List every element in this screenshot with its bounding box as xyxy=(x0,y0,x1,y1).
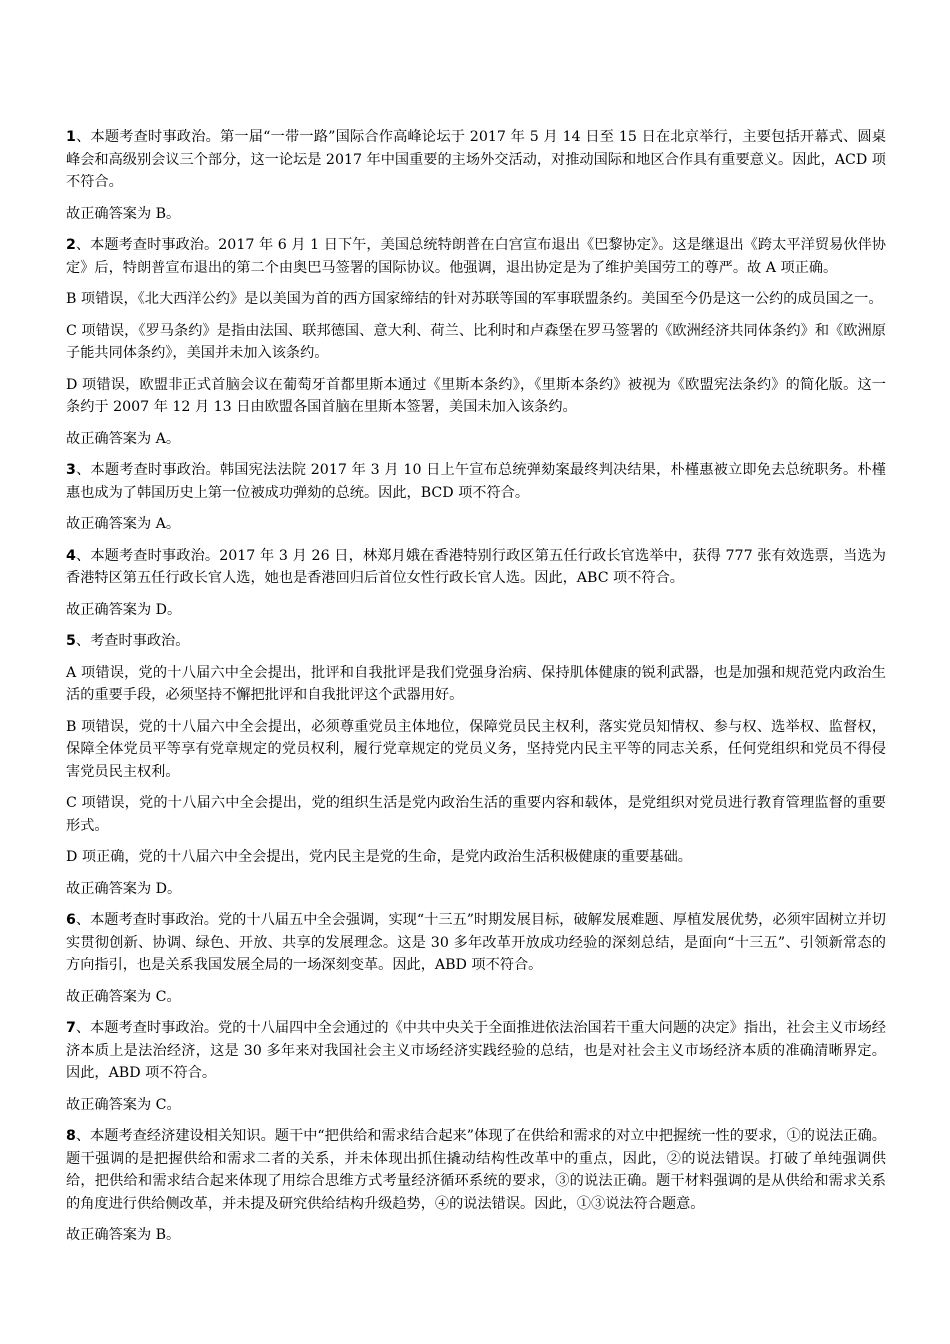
paragraph xyxy=(66,126,886,194)
paragraph-text: D 项错误，欧盟非正式首脑会议在葡萄牙首都里斯本通过《里斯本条约》，《里斯本条约》被视为《欧盟宪法条约》的简化版。这一条约于 2007 年 12 月 13 日由欧盟各国首脑在里斯本签署，美国未加入该条约。 xyxy=(66,376,886,415)
paragraph-text: B 项错误，党的十八届六中全会提出，必须尊重党员主体地位，保障党员民主权利，落实党员知情权、参与权、选举权、监督权，保障全体党员平等享有党章规定的党员权利，履行党章规定的党员义务，坚持党内民主平等的同志关系，任何党组织和党员不得侵害党员民主权利。 xyxy=(66,718,886,780)
paragraph-text: B 项错误，《北大西洋公约》是以美国为首的西方国家缔结的针对苏联等国的军事联盟条约。美国至今仍是这一公约的成员国之一。 xyxy=(66,291,883,307)
paragraph-text: 故正确答案为 D。 xyxy=(66,601,182,618)
paragraph xyxy=(66,792,886,837)
paragraph-text: 、本题考查时事政治。党的十八届五中全会强调，实现“十三五”时期发展目标，破解发展难题、厚植发展优势，必须牢固树立并切实贯彻创新、协调、绿色、开放、共享的发展理念。这是 30 多年改革开放成功经验的深刻总结，是面向“十三五”、引领新常态的方向指引，也是关系我国发展全局的一场深刻变革。因此，ABD 项不符合。 xyxy=(66,912,886,973)
paragraph-text: D 项正确，党的十八届六中全会提出，党内民主是党的生命，是党内政治生活积极健康的重要基础。 xyxy=(66,849,692,865)
paragraph-text: 故正确答案为 B。 xyxy=(66,205,181,222)
paragraph xyxy=(66,909,886,977)
paragraph xyxy=(66,234,886,279)
question-number: 5 xyxy=(66,633,76,649)
paragraph-text: A 项错误，党的十八届六中全会提出，批评和自我批评是我们党强身治病、保持肌体健康的锐利武器，也是加强和规范党内政治生活的重要手段，必须坚持不懈把批评和自我批评这个武器用好。 xyxy=(66,664,886,703)
paragraph xyxy=(66,846,886,869)
question-number: 1 xyxy=(66,129,76,145)
answer-line xyxy=(66,599,886,622)
question-number: 7 xyxy=(66,1020,76,1036)
answer-line xyxy=(66,878,886,901)
answer-line xyxy=(66,986,886,1009)
paragraph-text: 故正确答案为 D。 xyxy=(66,880,182,897)
paragraph xyxy=(66,459,886,504)
answer-line xyxy=(66,513,886,536)
paragraph xyxy=(66,374,886,419)
paragraph xyxy=(66,320,886,365)
paragraph-text: 故正确答案为 C。 xyxy=(66,1096,181,1113)
paragraph-text: 、本题考查经济建设相关知识。题干中“把供给和需求结合起来”体现了在供给和需求的对立中把握统一性的要求，①的说法正确。题干强调的是把握供给和需求二者的关系，并未体现出抓住撬动结构性改革中的重点，因此，②的说法错误。打破了单纯强调供给，把供给和需求结合起来体现了用综合思维方式考量经济循环系统的要求，③的说法正确。题干材料强调的是从供给和需求关系的角度进行供给侧改革，并未提及研究供给结构升级趋势，④的说法错误。因此，①③说法符合题意。 xyxy=(66,1128,886,1212)
answer-line xyxy=(66,203,886,226)
paragraph xyxy=(66,662,886,707)
paragraph xyxy=(66,288,886,311)
paragraph-text: C 项错误，《罗马条约》是指由法国、联邦德国、意大利、荷兰、比利时和卢森堡在罗马签署的《欧洲经济共同体条约》和《欧洲原子能共同体条约》，美国并未加入该条约。 xyxy=(66,322,886,361)
paragraph-text: 、本题考查时事政治。韩国宪法法院 2017 年 3 月 10 日上午宣布总统弹劾案最终判决结果，朴槿惠被立即免去总统职务。朴槿惠也成为了韩国历史上第一位被成功弹劾的总统。因此，BCD 项不符合。 xyxy=(66,462,886,501)
paragraph-text: 、本题考查时事政治。党的十八届四中全会通过的《中共中央关于全面推进依法治国若干重大问题的决定》指出，社会主义市场经济本质上是法治经济，这是 30 多年来对我国社会主义市场经济实践经验的总结，也是对社会主义市场经济本质的准确清晰界定。因此，ABD 项不符合。 xyxy=(66,1020,886,1081)
paragraph-text: 、本题考查时事政治。2017 年 3 月 26 日，林郑月娥在香港特别行政区第五任行政长官选举中，获得 777 张有效选票，当选为香港特区第五任行政长官人选，她也是香港回归后首位女性行政长官人选。因此，ABC 项不符合。 xyxy=(66,547,886,586)
question-number: 3 xyxy=(66,462,76,478)
paragraph-text: 故正确答案为 C。 xyxy=(66,988,181,1005)
paragraph-text: 故正确答案为 A。 xyxy=(66,430,181,447)
answer-line xyxy=(66,428,886,451)
question-number: 6 xyxy=(66,912,76,928)
paragraph-text: C 项错误，党的十八届六中全会提出，党的组织生活是党内政治生活的重要内容和载体，是党组织对党员进行教育管理监督的重要形式。 xyxy=(66,795,886,834)
paragraph-text: 故正确答案为 A。 xyxy=(66,516,181,532)
answer-line xyxy=(66,1224,886,1247)
paragraph-text: 、本题考查时事政治。2017 年 6 月 1 日下午，美国总统特朗普在白宫宣布退出《巴黎协定》。这是继退出《跨太平洋贸易伙伴协定》后，特朗普宣布退出的第二个由奥巴马签署的国际协议。他强调，退出协定是为了维护美国劳工的尊严。故 A 项正确。 xyxy=(66,237,886,276)
paragraph xyxy=(66,1125,886,1215)
paragraph-text: 、考查时事政治。 xyxy=(75,633,190,649)
paragraph-text: 故正确答案为 B。 xyxy=(66,1227,181,1243)
paragraph-text: 、本题考查时事政治。第一届“一带一路”国际合作高峰论坛于 2017 年 5 月 14 日至 15 日在北京举行，主要包括开幕式、圆桌峰会和高级别会议三个部分，这一论坛是 2017 年中国重要的主场外交活动，对推动国际和地区合作具有重要意义。因此，ACD 项不符合。 xyxy=(66,129,886,190)
paragraph xyxy=(66,716,886,784)
paragraph xyxy=(66,1017,886,1085)
question-number: 8 xyxy=(66,1128,76,1144)
answer-line xyxy=(66,1094,886,1117)
question-number: 2 xyxy=(66,237,76,253)
paragraph xyxy=(66,545,886,590)
question-number: 4 xyxy=(66,547,76,564)
paragraph xyxy=(66,630,886,653)
answer-explanations xyxy=(66,126,886,1256)
